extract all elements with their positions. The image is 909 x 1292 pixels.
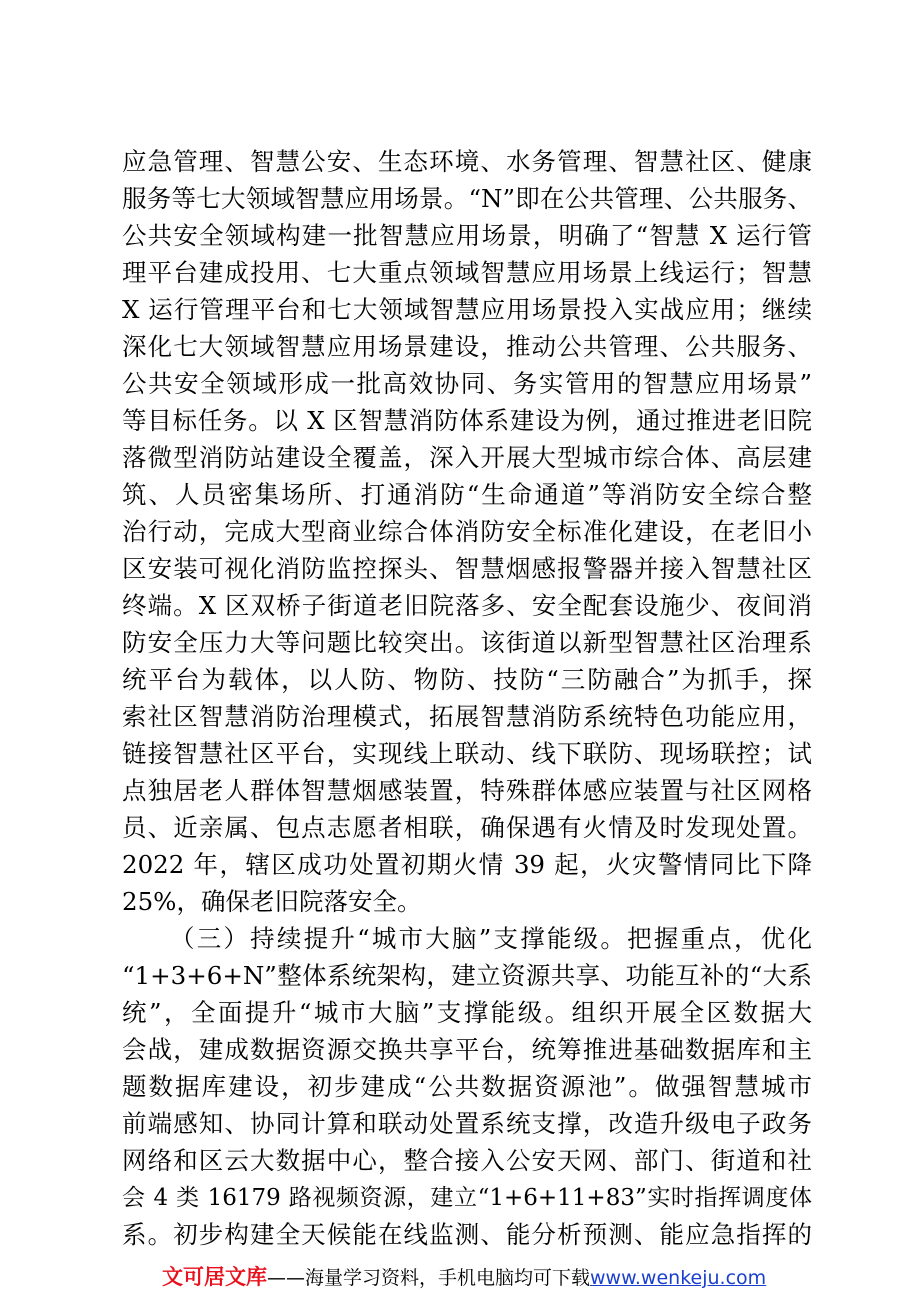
footer-brand: 文可居文库 — [162, 1265, 267, 1289]
text-line: 索社区智慧消防治理模式，拓展智慧消防系统特色功能应用， — [122, 702, 812, 731]
footer-slogan: ——海量学习资料，手机电脑均可下载 — [267, 1267, 591, 1289]
text-line: 深化七大领域智慧应用场景建设，推动公共管理、公共服务、 — [122, 332, 812, 361]
text-line: 系。初步构建全天候能在线监测、能分析预测、能应急指挥的 — [122, 1220, 812, 1249]
text-line: 区安装可视化消防监控探头、智慧烟感报警器并接入智慧社区 — [122, 554, 812, 583]
text-line: X 运行管理平台和七大领域智慧应用场景投入实战应用；继续 — [122, 295, 812, 324]
text-line: 应急管理、智慧公安、生态环境、水务管理、智慧社区、健康 — [122, 147, 812, 176]
text-line: 治行动，完成大型商业综合体消防安全标准化建设，在老旧小 — [122, 517, 812, 546]
text-line: 统”，全面提升“城市大脑”支撑能级。组织开展全区数据大 — [122, 998, 812, 1027]
text-line: 网络和区云大数据中心，整合接入公安天网、部门、街道和社 — [122, 1146, 812, 1175]
text-line: 落微型消防站建设全覆盖，深入开展大型城市综合体、高层建 — [122, 443, 812, 472]
text-line: 点独居老人群体智慧烟感装置，特殊群体感应装置与社区网格 — [122, 776, 812, 805]
section-heading-line: （三）持续提升“城市大脑”支撑能级。把握重点，优化 — [170, 924, 812, 953]
text-line: “1+3+6+N”整体系统架构，建立资源共享、功能互补的“大系 — [122, 961, 812, 990]
text-line: 理平台建成投用、七大重点领域智慧应用场景上线运行；智慧 — [122, 258, 812, 287]
text-line: 2022 年，辖区成功处置初期火情 39 起，火灾警情同比下降 — [122, 850, 812, 879]
text-line: 会战，建成数据资源交换共享平台，统筹推进基础数据库和主 — [122, 1035, 812, 1064]
text-line: 筑、人员密集场所、打通消防“生命通道”等消防安全综合整 — [122, 480, 812, 509]
footer-banner — [162, 1263, 766, 1291]
text-line: 等目标任务。以 X 区智慧消防体系建设为例，通过推进老旧院 — [122, 406, 812, 435]
text-line: 25%，确保老旧院落安全。 — [122, 887, 422, 916]
text-line: 会 4 类 16179 路视频资源，建立“1+6+11+83”实时指挥调度体 — [122, 1185, 812, 1211]
text-line: 服务等七大领域智慧应用场景。“N”即在公共管理、公共服务、 — [122, 184, 812, 213]
text-line: 统平台为载体，以人防、物防、技防“三防融合”为抓手，探 — [122, 665, 812, 694]
text-line: 链接智慧社区平台，实现线上联动、线下联防、现场联控；试 — [122, 739, 812, 768]
text-line: 终端。X 区双桥子街道老旧院落多、安全配套设施少、夜间消 — [122, 591, 812, 620]
text-line: 题数据库建设，初步建成“公共数据资源池”。做强智慧城市 — [122, 1072, 812, 1101]
text-line: 前端感知、协同计算和联动处置系统支撑，改造升级电子政务 — [122, 1109, 812, 1138]
text-line: 防安全压力大等问题比较突出。该街道以新型智慧社区治理系 — [122, 628, 812, 657]
text-line: 公共安全领域形成一批高效协同、务实管用的智慧应用场景” — [122, 369, 812, 398]
text-line: 公共安全领域构建一批智慧应用场景，明确了“智慧 X 运行管 — [122, 221, 812, 250]
text-line: 员、近亲属、包点志愿者相联，确保遇有火情及时发现处置。 — [122, 813, 812, 842]
footer-website-link[interactable]: www.wenkeju.com — [590, 1267, 767, 1289]
